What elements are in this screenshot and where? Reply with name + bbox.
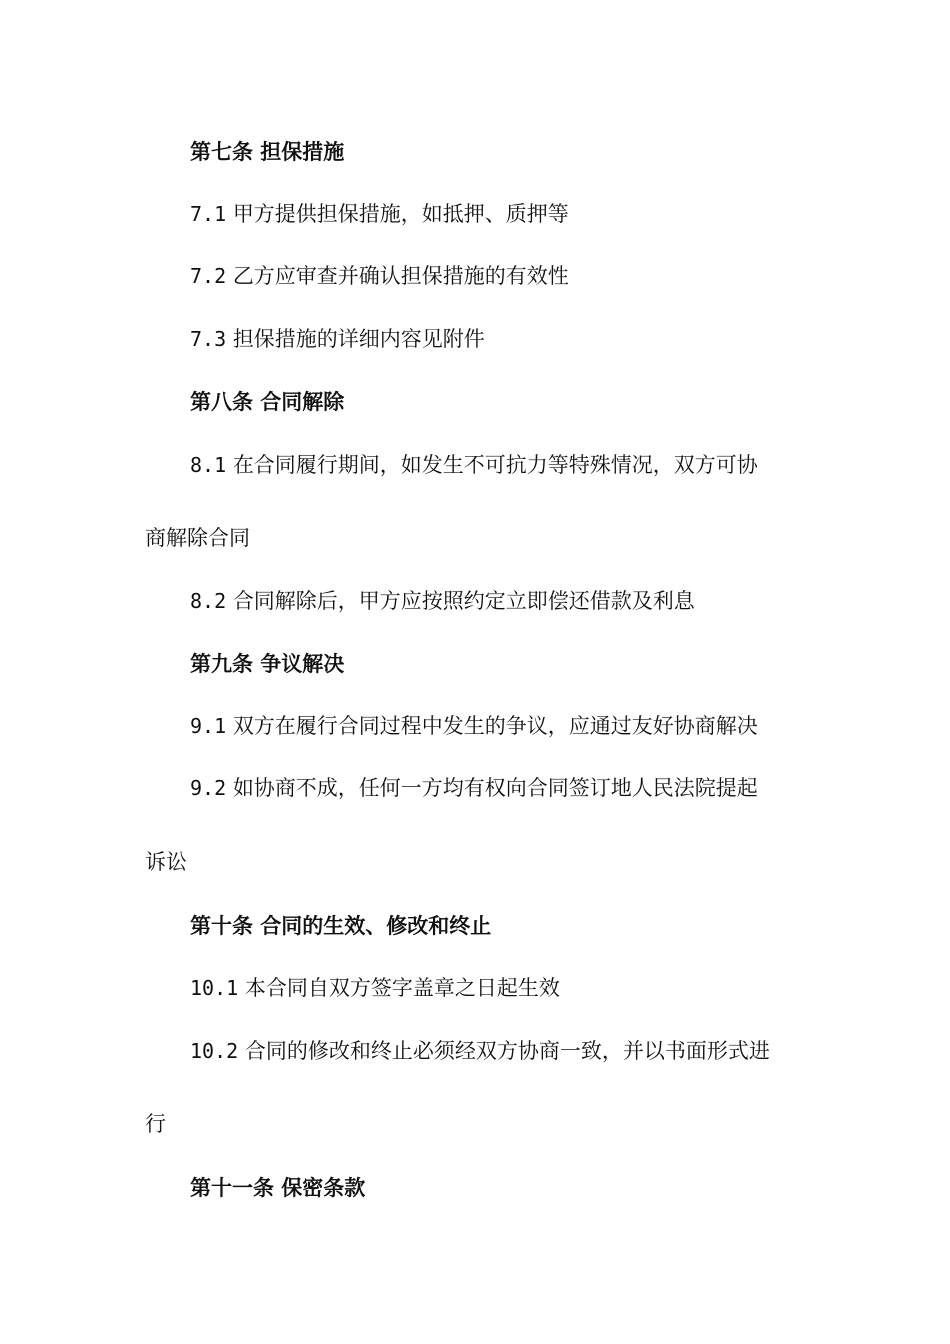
clause-text: 双方在履行合同过程中发生的争议，应通过友好协商解决 [232, 714, 758, 738]
clause-number: 7.1 [190, 202, 227, 226]
clause-9-2-continuation [145, 848, 187, 876]
clause-8-1 [190, 451, 758, 479]
clause-text: 合同的修改和终止必须经双方协商一致，并以书面形式进 [244, 1039, 770, 1063]
clause-9-2 [190, 774, 758, 802]
clause-7-1 [190, 200, 569, 228]
clause-text: 诉讼 [145, 850, 187, 874]
heading-text: 第八条 合同解除 [190, 389, 345, 414]
clause-text: 乙方应审查并确认担保措施的有效性 [232, 264, 569, 288]
clause-text: 商解除合同 [145, 526, 250, 550]
heading-text: 第十一条 保密条款 [190, 1175, 366, 1200]
article-8-heading [190, 388, 344, 416]
clause-number: 9.2 [190, 776, 227, 800]
article-9-heading [190, 650, 344, 678]
article-10-heading [190, 912, 491, 940]
clause-text: 如协商不成，任何一方均有权向合同签订地人民法院提起 [232, 776, 758, 800]
heading-text: 第七条 担保措施 [190, 139, 345, 164]
clause-8-2 [190, 587, 695, 615]
clause-number: 7.3 [190, 327, 227, 351]
clause-number: 7.2 [190, 264, 227, 288]
clause-number: 8.2 [190, 589, 227, 613]
clause-text: 行 [145, 1112, 166, 1136]
clause-8-1-continuation [145, 524, 250, 552]
clause-number: 10.1 [190, 976, 239, 1000]
article-7-heading [190, 138, 344, 166]
clause-text: 担保措施的详细内容见附件 [232, 327, 485, 351]
clause-text: 甲方提供担保措施，如抵押、质押等 [232, 202, 569, 226]
clause-7-2 [190, 262, 569, 290]
heading-text: 第九条 争议解决 [190, 651, 345, 676]
heading-text: 第十条 合同的生效、修改和终止 [190, 913, 492, 938]
clause-text: 在合同履行期间，如发生不可抗力等特殊情况，双方可协 [232, 453, 758, 477]
article-11-heading [190, 1174, 365, 1202]
clause-text: 合同解除后，甲方应按照约定立即偿还借款及利息 [232, 589, 695, 613]
clause-9-1 [190, 712, 758, 740]
clause-7-3 [190, 325, 485, 353]
clause-number: 8.1 [190, 453, 227, 477]
clause-number: 10.2 [190, 1039, 239, 1063]
clause-number: 9.1 [190, 714, 227, 738]
clause-10-2-continuation [145, 1110, 166, 1138]
clause-text: 本合同自双方签字盖章之日起生效 [244, 976, 560, 1000]
clause-10-2 [190, 1037, 770, 1065]
clause-10-1 [190, 974, 560, 1002]
